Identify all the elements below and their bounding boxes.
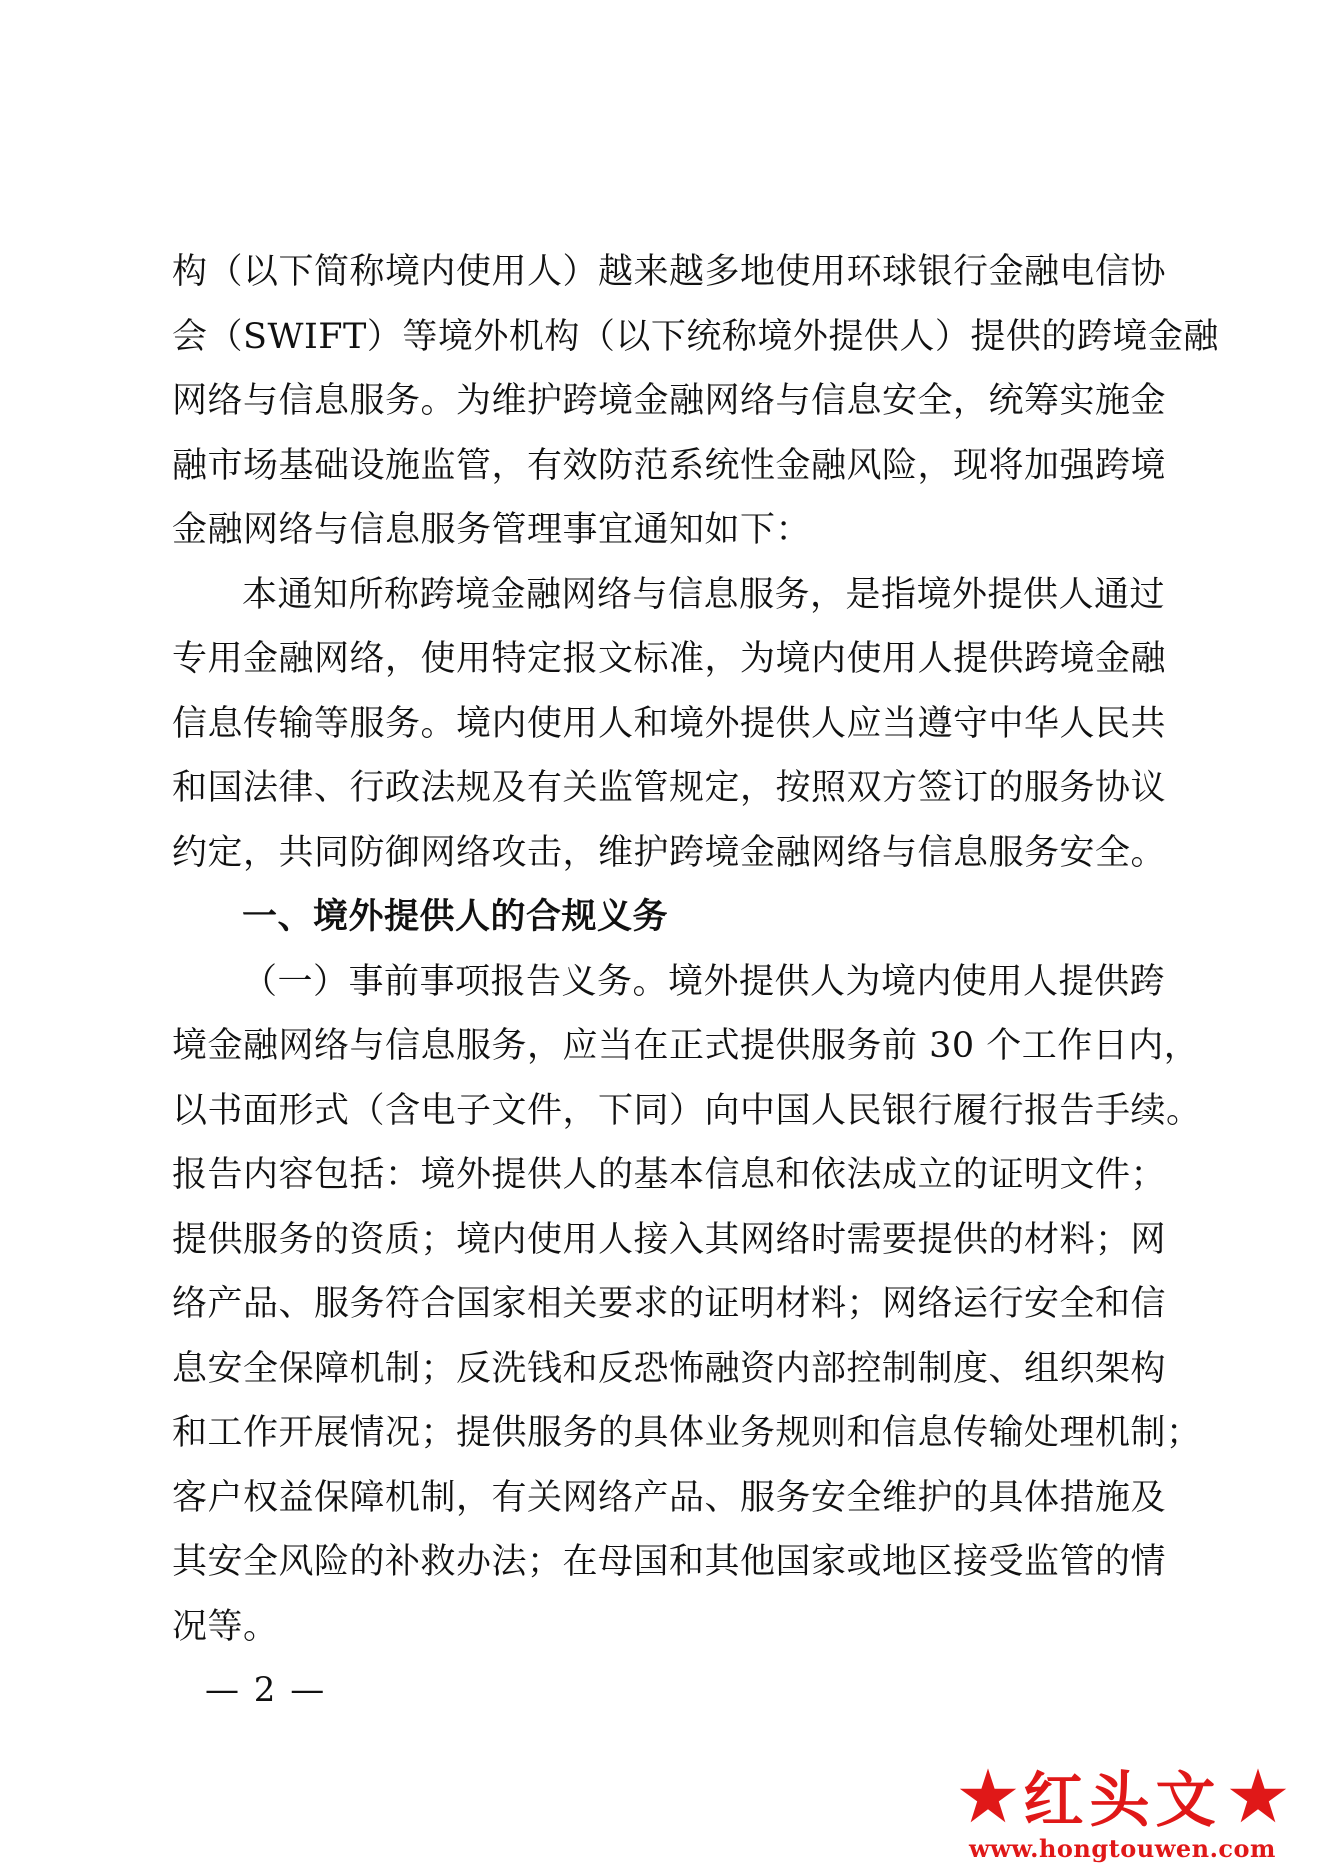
text-line: 提供服务的资质；境内使用人接入其网络时需要提供的材料；网: [172, 1219, 1167, 1260]
text-line: 和国法律、行政法规及有关监管规定，按照双方签订的服务协议: [172, 768, 1167, 808]
text-line: 信息传输等服务。境内使用人和境外提供人应当遵守中华人民共: [172, 703, 1167, 744]
section-heading: 一、境外提供人的合规义务: [242, 897, 669, 937]
text-line: 会（SWIFT）等境外机构（以下统称境外提供人）提供的跨境金融: [172, 316, 1219, 357]
text-line: 专用金融网络，使用特定报文标准，为境内使用人提供跨境金融: [172, 639, 1167, 679]
text-line: 报告内容包括：境外提供人的基本信息和依法成立的证明文件；: [172, 1155, 1167, 1195]
watermark-title-row: [930, 1760, 1315, 1836]
watermark: [930, 1760, 1315, 1865]
text-line: （一）事前事项报告义务。境外提供人为境内使用人提供跨: [242, 961, 1166, 1002]
text-line: 客户权益保障机制，有关网络产品、服务安全维护的具体措施及: [172, 1477, 1167, 1518]
star-icon: [1228, 1766, 1288, 1826]
text-line: 金融网络与信息服务管理事宜通知如下：: [172, 510, 812, 550]
text-line: 其安全风险的补救办法；在母国和其他国家或地区接受监管的情: [172, 1542, 1167, 1582]
page-number: — 2 —: [205, 1670, 327, 1710]
text-line: 络产品、服务符合国家相关要求的证明材料；网络运行安全和信: [172, 1284, 1167, 1324]
text-line: 境金融网络与信息服务，应当在正式提供服务前 30 个工作日内，: [172, 1026, 1200, 1066]
text-line: 和工作开展情况；提供服务的具体业务规则和信息传输处理机制；: [172, 1413, 1202, 1453]
watermark-url: www.hongtouwen.com: [969, 1834, 1276, 1863]
text-line: 本通知所称跨境金融网络与信息服务，是指境外提供人通过: [242, 574, 1166, 615]
text-line: 以书面形式（含电子文件，下同）向中国人民银行履行报告手续。: [172, 1090, 1202, 1131]
text-line: 网络与信息服务。为维护跨境金融网络与信息安全，统筹实施金: [172, 381, 1167, 421]
document-body: [172, 240, 1219, 1659]
text-line: 构（以下简称境内使用人）越来越多地使用环球银行金融电信协: [172, 252, 1167, 292]
text-line: 约定，共同防御网络攻击，维护跨境金融网络与信息服务安全。: [172, 832, 1167, 873]
star-icon: [958, 1766, 1018, 1826]
text-line: 息安全保障机制；反洗钱和反恐怖融资内部控制制度、组织架构: [172, 1348, 1167, 1389]
text-line: 融市场基础设施监管，有效防范系统性金融风险，现将加强跨境: [172, 445, 1167, 486]
watermark-title: 红头文: [1023, 1766, 1222, 1836]
text-line: 况等。: [172, 1606, 279, 1647]
